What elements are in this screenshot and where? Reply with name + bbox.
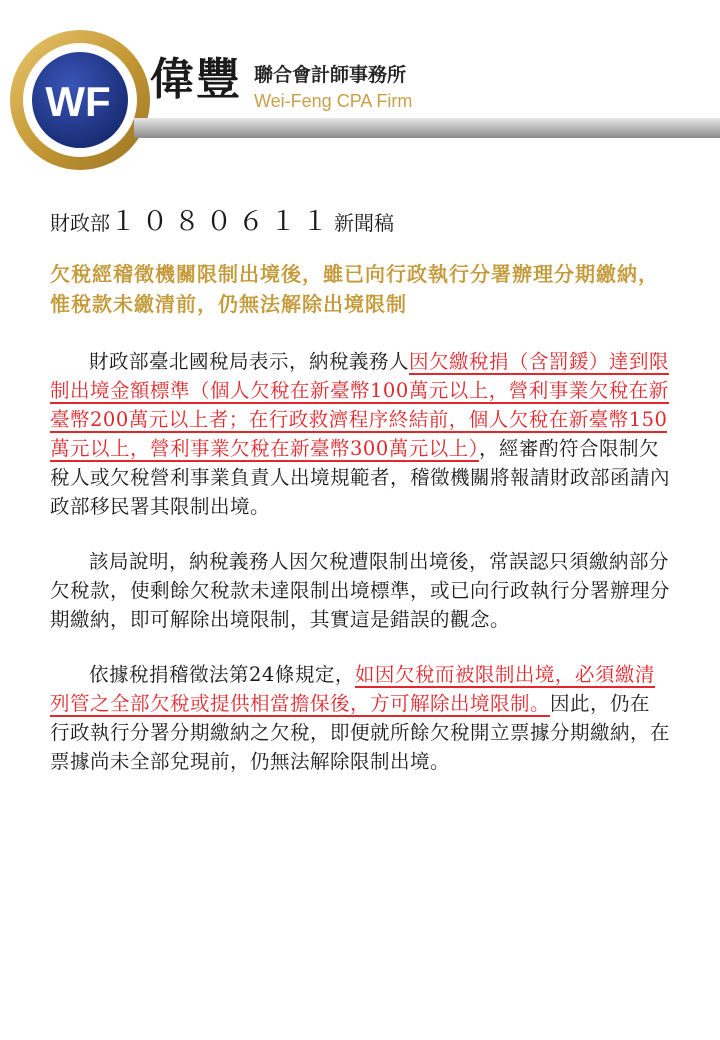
paragraph-1-post: ，經審酌符合限制欠稅人或欠稅營利事業負責人出境規範者，稽徵機關將報請財政部函請內政部移民署其限制出境。 <box>50 437 671 518</box>
title-date: １０８０６１１ <box>110 207 335 237</box>
paragraph-3-pre: 依據稅捐稽徵法第24條規定， <box>89 663 355 686</box>
release-title <box>50 208 670 237</box>
paragraph-3-post: 因此，仍在行政執行分署分期繳納之欠稅，即便就所餘欠稅開立票據分期繳納，在票據尚未全部兌現前，仍無法解除限制出境。 <box>50 692 671 773</box>
paragraph-2: 該局說明，納稅義務人因欠稅遭限制出境後，常誤認只須繳納部分欠稅款，使剩餘欠稅款未達限制出境標準，或已向行政執行分署辦理分期繳納，即可解除出境限制，其實這是錯誤的觀念。 <box>50 550 671 631</box>
paragraph-1-pre: 財政部臺北國稅局表示，納稅義務人 <box>89 350 410 373</box>
paragraph-1 <box>50 347 670 521</box>
paragraph-3-highlight: 如因欠稅而被限制出境，必須繳清列管之全部欠稅或提供相當擔保後，方可解除出境限制。 <box>50 663 655 715</box>
paragraph-1-highlight: 因欠繳稅捐（含罰鍰）達到限制出境金額標準（個人欠稅在新臺幣100萬元以上，營利事業欠稅在新臺幣200萬元以上者；在行政救濟程序終結前，個人欠稅在新臺幣150萬元以上，營利事業欠稅在新臺幣300萬元以上） <box>50 350 670 460</box>
title-prefix: 財政部 <box>50 211 110 235</box>
firm-name-cn: 聯合會計師事務所 <box>254 64 407 86</box>
brand-name-cn: 偉豐 <box>150 54 242 105</box>
press-release <box>50 208 670 802</box>
firm-header <box>0 0 720 175</box>
title-suffix: 新聞稿 <box>334 211 395 235</box>
logo-text: WF <box>45 78 111 125</box>
wf-logo-icon <box>0 0 150 175</box>
headline: 欠稅經稽徵機關限制出境後，雖已向行政執行分署辦理分期繳納，惟稅款未繳清前，仍無法解除出境限制 <box>50 262 659 316</box>
header-divider-bar <box>134 118 720 138</box>
firm-name-en: Wei-Feng CPA Firm <box>254 91 413 111</box>
paragraph-3 <box>50 660 670 776</box>
